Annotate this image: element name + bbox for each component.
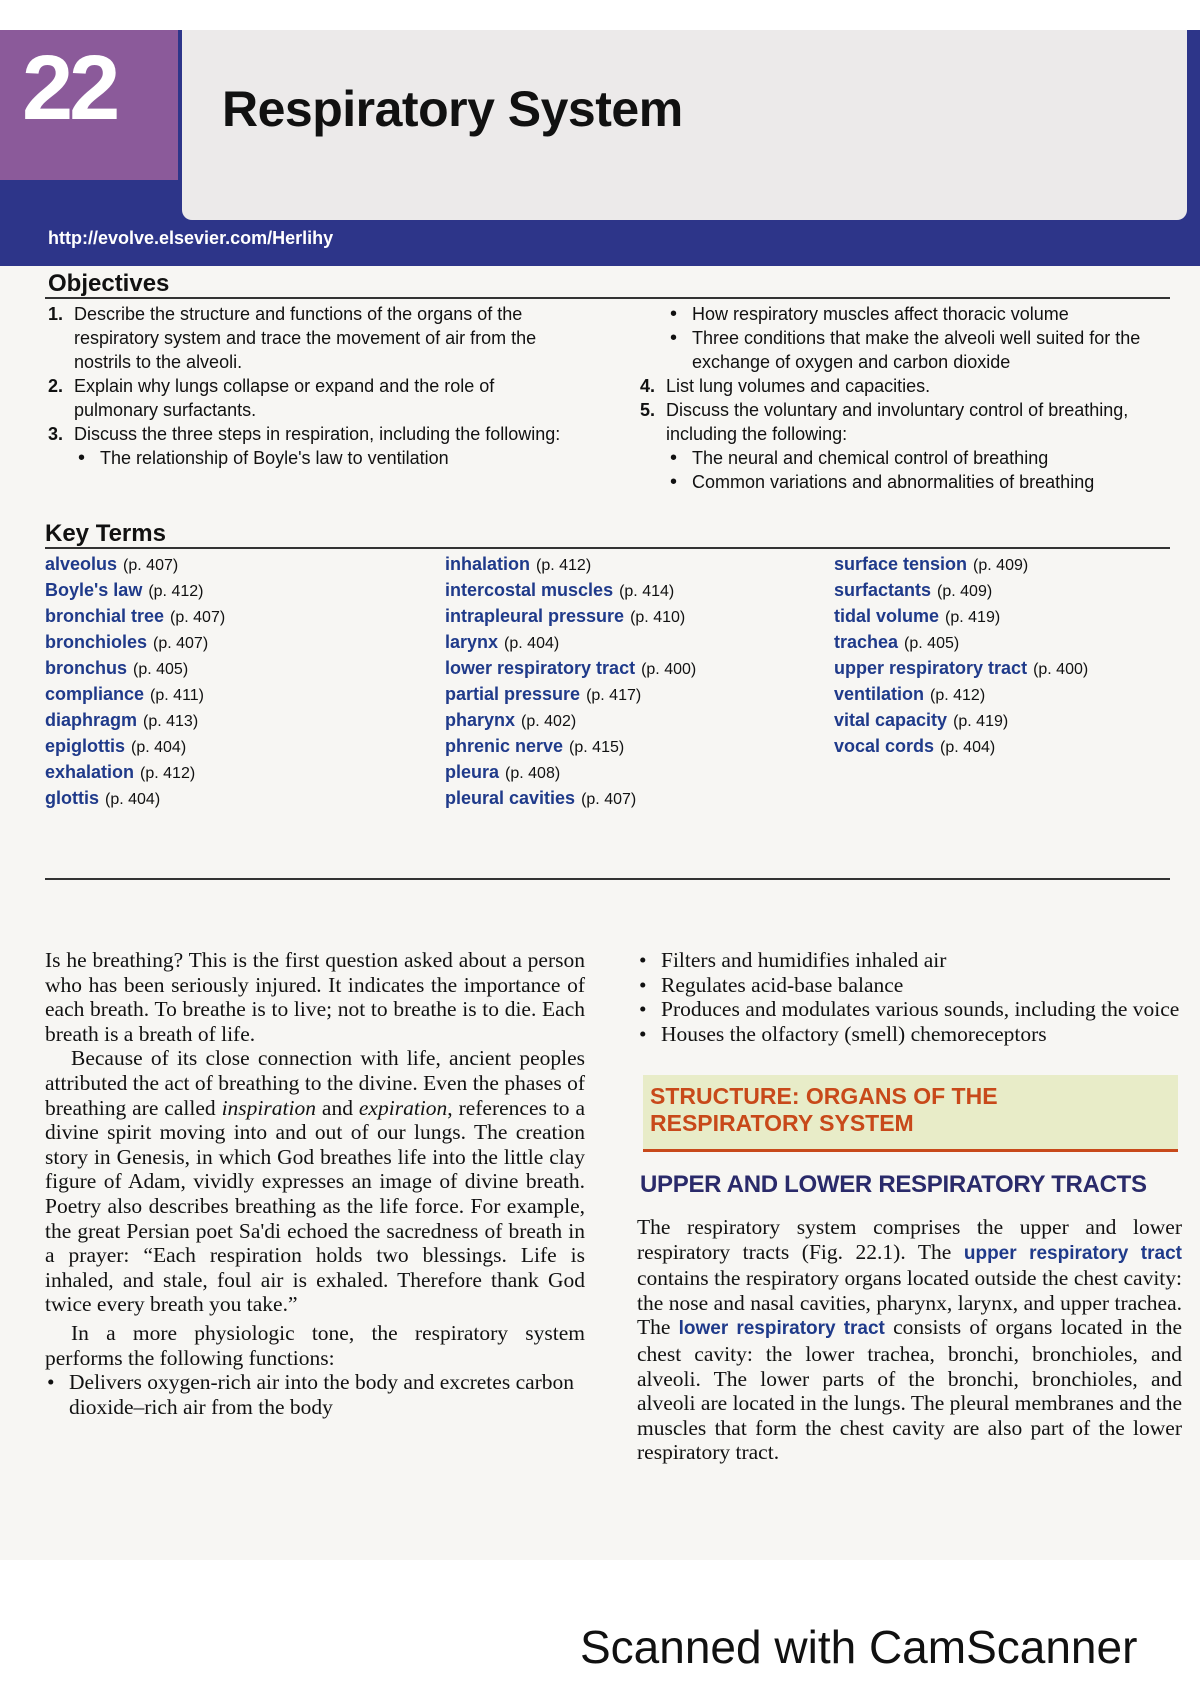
objectives-left-list	[48, 302, 580, 470]
key-terms-col-3	[834, 552, 1088, 760]
objective-subitem: • The relationship of Boyle's law to ventilation	[74, 446, 580, 470]
function-item: • Houses the olfactory (smell) chemoreceptors	[637, 1022, 1182, 1047]
key-term: tidal volume (p. 419)	[834, 606, 1001, 626]
title-card	[182, 30, 1187, 220]
key-term: vocal cords (p. 404)	[834, 736, 996, 756]
upper-respiratory-tract-term: upper respiratory tract	[963, 1242, 1182, 1264]
key-terms-col-1	[45, 552, 225, 812]
tracts-paragraph-box	[637, 1215, 1182, 1465]
objective-subitem: • Common variations and abnormalities of breathing	[666, 470, 1170, 494]
function-item: • Delivers oxygen-rich air into the body and excretes carbon dioxide–rich air from the body	[45, 1370, 585, 1419]
key-term: larynx (p. 404)	[445, 632, 560, 652]
key-term: glottis (p. 404)	[45, 788, 161, 808]
key-term: epiglottis (p. 404)	[45, 736, 187, 756]
objectives-right-list	[640, 302, 1170, 494]
body-right-column	[637, 948, 1182, 1046]
key-term: exhalation (p. 412)	[45, 762, 196, 782]
tracts-subheading: UPPER AND LOWER RESPIRATORY TRACTS	[640, 1171, 1147, 1198]
evolve-url[interactable]: http://evolve.elsevier.com/Herlihy	[48, 228, 334, 248]
key-terms-bottom-rule	[45, 878, 1170, 880]
function-item: • Filters and humidifies inhaled air	[637, 948, 1182, 973]
function-item: • Regulates acid-base balance	[637, 973, 1182, 998]
key-term: bronchioles (p. 407)	[45, 632, 209, 652]
body-left-column	[45, 948, 585, 1419]
objective-item: 5. Discuss the voluntary and involuntary control of breathing, including the following: • The neural and chemical control of breathing • Common variations and abnormalities of breathing	[640, 398, 1170, 494]
chapter-header-band	[0, 30, 1200, 266]
objective-subitem: • How respiratory muscles affect thoracic volume	[666, 302, 1170, 326]
objective-item: 4. List lung volumes and capacities.	[640, 376, 931, 396]
structure-heading: STRUCTURE: ORGANS OF THE RESPIRATORY SYSTEM	[650, 1083, 998, 1136]
objective-subitem: • The neural and chemical control of breathing	[666, 446, 1170, 470]
tracts-paragraph: The respiratory system comprises the upper and lower respiratory tracts (Fig. 22.1). The upper respiratory tract contains the respiratory organs located outside the chest cavity: the nose and nasal cavities, pharynx, larynx, and upper trachea. The lower respiratory tract consists of organs located in the chest cavity: the lower trachea, bronchi, bronchioles, and alveoli. The lower parts of the bronchi, bronchioles, and alveoli are located in the lungs. The pleural membranes and the muscles that form the chest cavity are also part of the lower respiratory tract.	[637, 1215, 1183, 1465]
key-term: lower respiratory tract (p. 400)	[445, 658, 697, 678]
key-term: pharynx (p. 402)	[445, 710, 577, 730]
objective-item: 1. Describe the structure and functions of the organs of the respiratory system and trace the movement of air from the nostrils to the alveoli.	[48, 304, 537, 372]
key-term: intrapleural pressure (p. 410)	[445, 606, 686, 626]
key-term: pleural cavities (p. 407)	[445, 788, 637, 808]
key-term: partial pressure (p. 417)	[445, 684, 642, 704]
lower-respiratory-tract-term: lower respiratory tract	[678, 1318, 885, 1340]
objective-item: 2. Explain why lungs collapse or expand and the role of pulmonary surfactants.	[48, 376, 495, 420]
chapter-title: Respiratory System	[222, 81, 683, 137]
key-term: phrenic nerve (p. 415)	[445, 736, 625, 756]
key-term: bronchial tree (p. 407)	[45, 606, 226, 626]
structure-heading-box	[643, 1075, 1178, 1152]
objective-subitem: • Three conditions that make the alveoli well suited for the exchange of oxygen and carbon dioxide	[666, 326, 1170, 374]
functions-intro: In a more physiologic tone, the respiratory system performs the following functions:	[45, 1320, 585, 1370]
objective-subitem-list	[640, 302, 1170, 374]
objective-item: 3. Discuss the three steps in respiration, including the following: • The relationship of Boyle's law to ventilation	[48, 422, 580, 470]
key-term: ventilation (p. 412)	[834, 684, 986, 704]
key-term: bronchus (p. 405)	[45, 658, 189, 678]
key-terms-col-2	[445, 552, 696, 812]
key-term: upper respiratory tract (p. 400)	[834, 658, 1089, 678]
key-term: alveolus (p. 407)	[45, 554, 179, 574]
functions-list-right	[637, 948, 1182, 1046]
book-page	[0, 30, 1200, 1560]
key-terms-heading: Key Terms	[45, 520, 166, 547]
function-item: • Produces and modulates various sounds, including the voice	[637, 997, 1182, 1022]
functions-list-left	[45, 1370, 585, 1419]
key-term: trachea (p. 405)	[834, 632, 960, 652]
key-term: vital capacity (p. 419)	[834, 710, 1009, 730]
camscanner-watermark: Scanned with CamScanner	[580, 1621, 1138, 1673]
chapter-number: 22	[22, 37, 117, 139]
key-term: surface tension (p. 409)	[834, 554, 1029, 574]
objectives-rule	[45, 297, 1170, 299]
objectives-heading: Objectives	[48, 270, 170, 297]
key-term: diaphragm (p. 413)	[45, 710, 199, 730]
key-term: compliance (p. 411)	[45, 684, 204, 704]
key-term: pleura (p. 408)	[445, 762, 561, 782]
key-term: inhalation (p. 412)	[445, 554, 592, 574]
key-term: Boyle's law (p. 412)	[45, 580, 204, 600]
key-term: intercostal muscles (p. 414)	[445, 580, 675, 600]
intro-paragraph: Is he breathing? This is the first question asked about a person who has been seriously injured. It indicates the importance of each breath. To breathe is to live; not to breathe is to die. Each breath is a breath of life.	[45, 948, 585, 1046]
key-term: surfactants (p. 409)	[834, 580, 993, 600]
history-paragraph: Because of its close connection with life, ancient peoples attributed the act of breathing to the divine. Even the phases of breathing are called inspiration and expiration, references to a divine spirit moving into and out of our lungs. The creation story in Genesis, in which God breathes life into the little clay figure of Adam, vividly expresses an image of divine breath. Poetry also describes breathing as the life force. For example, the great Persian poet Sa'di echoed the sacredness of breath in a prayer: “Each respiration holds two blessings. Life is inhaled, and stale, foul air is exhaled. Therefore thank God twice every breath you take.”	[45, 1046, 586, 1317]
key-terms-rule	[45, 547, 1170, 549]
chapter-number-box	[0, 30, 178, 180]
